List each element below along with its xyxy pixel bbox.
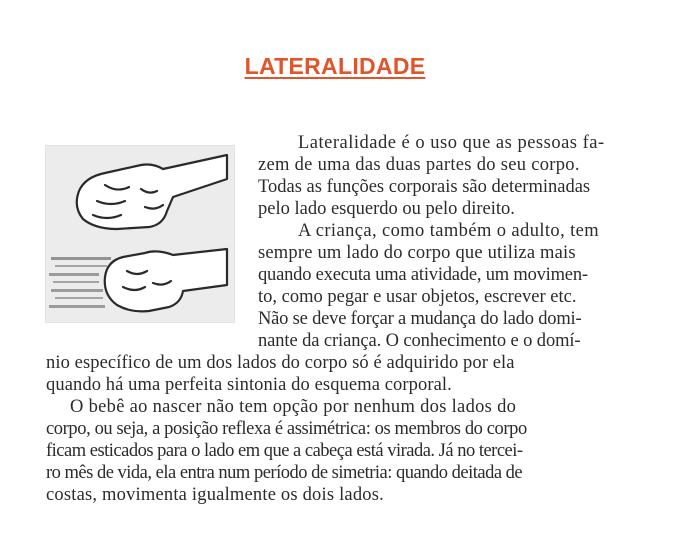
text-line: sempre um lado do corpo que utiliza mais xyxy=(258,243,576,263)
text-line: Lateralidade é o uso que as pessoas fa- xyxy=(298,133,605,153)
page-title: LATERALIDADE xyxy=(244,53,426,79)
two-hands-pointing-left-icon xyxy=(45,145,235,323)
text-line: to, como pegar e usar objetos, escrever etc. xyxy=(258,287,577,307)
text-line: A criança, como também o adulto, tem xyxy=(298,221,600,241)
text-line: zem de uma das duas partes do seu corpo. xyxy=(258,155,580,175)
text-line: costas, movimenta igualmente os dois lados. xyxy=(46,485,384,505)
text-line: O bebê ao nascer não tem opção por nenhum dos lados do xyxy=(70,397,517,417)
text-line: nante da criança. O conhecimento e o domí- xyxy=(258,331,581,351)
text-line: corpo, ou seja, a posição reflexa é assimétrica: os membros do corpo xyxy=(46,419,527,439)
text-line: Todas as funções corporais são determinadas xyxy=(258,177,591,197)
text-line: nio específico de um dos lados do corpo só é adquirido por ela xyxy=(46,353,515,373)
text-line: ro mês de vida, ela entra num período de simetria: quando deitada de xyxy=(46,463,523,483)
text-line: quando executa uma atividade, um movimen- xyxy=(258,265,588,285)
text-line: ficam esticados para o lado em que a cabeça está virada. Já no tercei- xyxy=(46,441,523,461)
text-line: Não se deve forçar a mudança do lado domi- xyxy=(258,309,582,329)
text-line: pelo lado esquerdo ou pelo direito. xyxy=(258,199,515,219)
text-line: quando há uma perfeita sintonia do esquema corporal. xyxy=(46,375,452,395)
